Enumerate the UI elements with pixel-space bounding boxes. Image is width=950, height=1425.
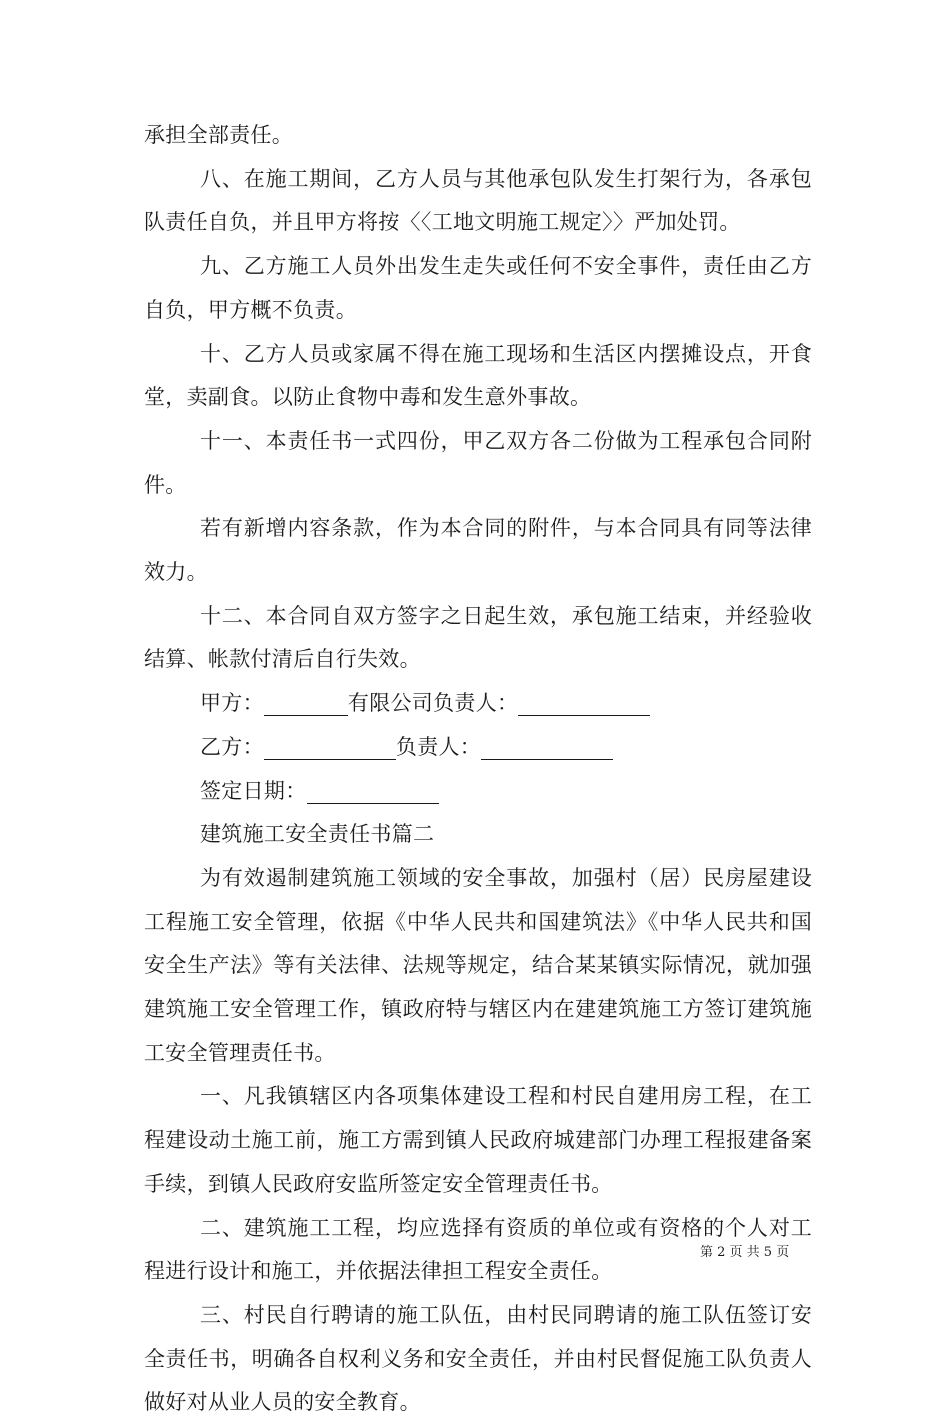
signature-party-a [144, 682, 812, 726]
paragraph-clause-12: 十二、本合同自双方签字之日起生效，承包施工结束，并经验收结算、帐款付清后自行失效。 [144, 603, 812, 672]
paragraph-clause-11: 十一、本责任书一式四份，甲乙双方各二份做为工程承包合同附件。 [144, 428, 812, 497]
signature-party-b [144, 726, 812, 770]
paragraph-clause-8: 八、在施工期间，乙方人员与其他承包队发生打架行为，各承包队责任自负，并且甲方将按〈〈工地文明施工规定〉〉严加处罚。 [144, 166, 812, 235]
signature-date [144, 770, 812, 814]
paragraph-clause-9: 九、乙方施工人员外出发生走失或任何不安全事件，责任由乙方自负，甲方概不负责。 [144, 254, 812, 322]
paragraph-supplement: 若有新增内容条款，作为本合同的附件，与本合同具有同等法律效力。 [144, 516, 812, 585]
party-a-name-blank [264, 691, 348, 716]
paragraph-clause-10: 十、乙方人员或家属不得在施工现场和生活区内摆摊设点，开食堂，卖副食。以防止食物中毒和发生意外事故。 [144, 341, 812, 410]
page-number: 第 2 页 共 5 页 [700, 1245, 790, 1260]
paragraph-continuation: 承担全部责任。 [144, 123, 294, 147]
party-b-suffix: 负责人： [395, 734, 482, 759]
paragraph-item-3: 三、村民自行聘请的施工队伍，由村民同聘请的施工队伍签订安全责任书，明确各自权利义务和安全责任，并由村民督促施工队负责人做好对从业人员的安全教育。 [144, 1302, 812, 1415]
paragraph-item-1: 一、凡我镇辖区内各项集体建设工程和村民自建用房工程，在工程建设动土施工前，施工方需到镇人民政府城建部门办理工程报建备案手续，到镇人民政府安监所签定安全管理责任书。 [144, 1084, 812, 1196]
party-b-responsible-blank [481, 735, 613, 760]
party-a-responsible-blank [518, 691, 650, 716]
party-a-suffix: 有限公司负责人： [347, 691, 519, 716]
party-a-label: 甲方： [200, 691, 264, 716]
paragraph-item-2: 二、建筑施工工程，均应选择有资质的单位或有资格的个人对工程进行设计和施工，并依据法律担工程安全责任。 [144, 1215, 812, 1284]
document-body [144, 114, 812, 1425]
date-blank [307, 779, 439, 804]
party-b-label: 乙方： [200, 734, 264, 759]
paragraph-preamble: 为有效遏制建筑施工领域的安全事故，加强村（居）民房屋建设工程施工安全管理，依据《中华人民共和国建筑法》《中华人民共和国安全生产法》等有关法律、法规等规定，结合某某镇实际情况，就加强建筑施工安全管理工作，镇政府特与辖区内在建建筑施工方签订建筑施工安全管理责任书。 [144, 865, 812, 1065]
section-heading: 建筑施工安全责任书篇二 [200, 822, 435, 847]
date-label: 签定日期： [200, 778, 307, 803]
party-b-name-blank [264, 735, 396, 760]
